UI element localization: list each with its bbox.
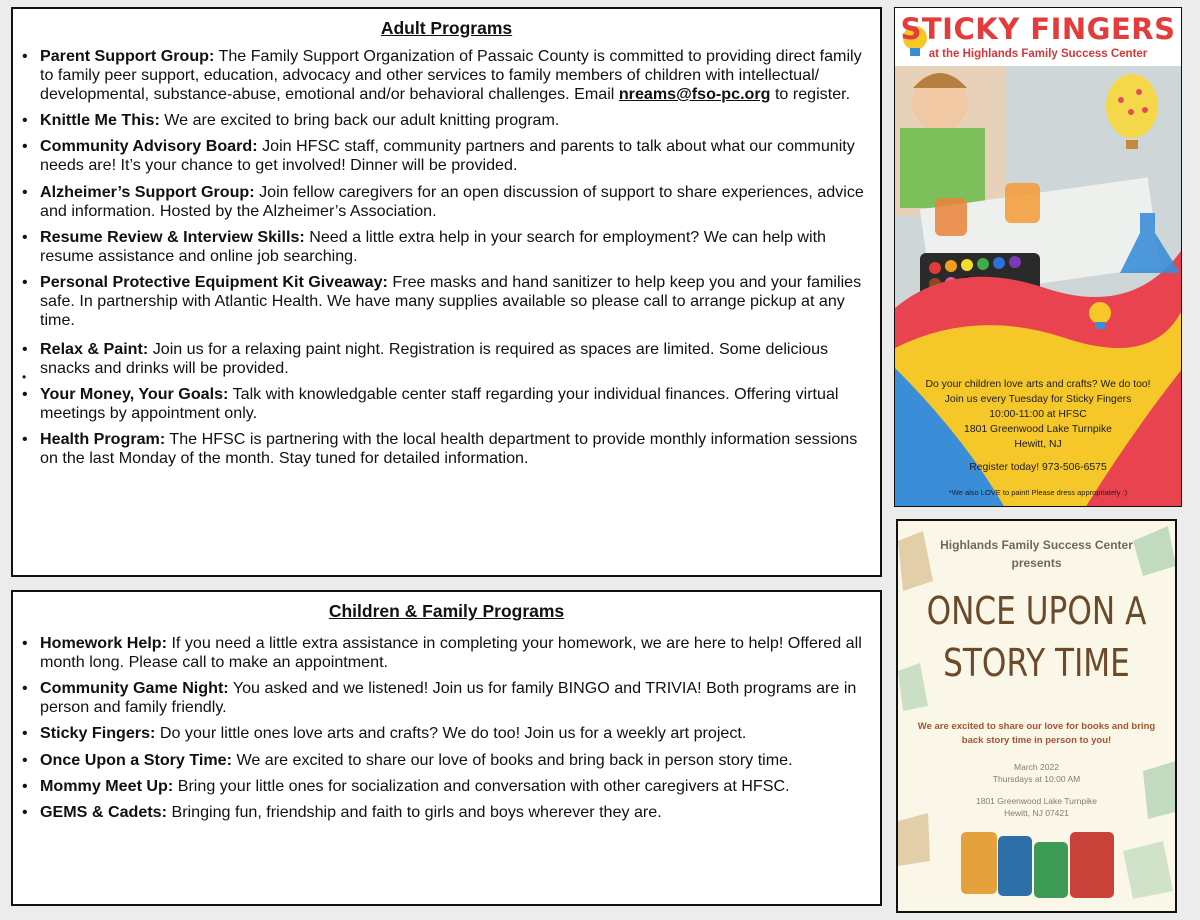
list-item xyxy=(40,430,870,468)
flyer-text: 10:00-11:00 at HFSC xyxy=(989,409,1087,420)
program-name: Community Game Night: xyxy=(40,679,229,698)
program-name: GEMS & Cadets: xyxy=(40,802,167,821)
list-item xyxy=(40,273,870,330)
program-name: Parent Support Group: xyxy=(40,47,215,65)
flyer-note: *We also LOVE to paint! Please dress appropriately :) xyxy=(948,488,1128,497)
program-description: Bringing fun, friendship and faith to girls and boys wherever they are. xyxy=(166,802,662,821)
flyer-description: back story time in person to you! xyxy=(961,735,1112,746)
flyer-address: 1801 Greenwood Lake Turnpike xyxy=(976,796,1097,806)
list-item xyxy=(40,47,870,104)
program-description: Bring your little ones for socialization and conversation with other caregivers at HFSC. xyxy=(173,776,790,795)
paint-cup xyxy=(935,198,967,236)
list-item xyxy=(40,634,870,672)
program-name: Alzheimer’s Support Group: xyxy=(40,182,255,201)
list-item xyxy=(40,777,870,796)
program-description: Join us for a relaxing paint night. Registration is required as spaces are limited. Some delicious snacks and drinks will be provided. xyxy=(40,339,829,377)
program-description: Do your little ones love arts and crafts? We do too! Join us for a weekly art project. xyxy=(155,724,747,743)
program-name: Homework Help: xyxy=(40,634,167,652)
paint-cup xyxy=(1005,183,1040,223)
program-name: Knittle Me This: xyxy=(40,111,160,130)
flyer-text: Hewitt, NJ xyxy=(1014,439,1062,450)
email-link[interactable]: nreams@fso-pc.org xyxy=(618,85,771,103)
list-item xyxy=(40,111,870,130)
flyer-time: Thursdays at 10:00 AM xyxy=(992,774,1081,784)
program-name: Community Advisory Board: xyxy=(40,137,258,156)
flyer-text: Join us every Tuesday for Sticky Fingers xyxy=(944,394,1132,405)
adult-programs-list xyxy=(13,47,880,468)
list-item xyxy=(40,228,870,266)
program-description-end: to register. xyxy=(770,85,851,103)
program-description: Need a little extra help in your search for employment? We can help with resume assistance and online job searching. xyxy=(40,227,826,265)
program-name: Once Upon a Story Time: xyxy=(40,750,232,769)
list-item xyxy=(40,751,870,770)
flyer-title-line1: ONCE UPON A xyxy=(926,589,1147,633)
adult-programs-panel xyxy=(11,7,882,577)
list-item xyxy=(40,183,870,221)
child-shirt xyxy=(900,128,985,208)
list-item xyxy=(40,385,870,423)
flyer-org: Highlands Family Success Center xyxy=(940,538,1133,552)
list-item xyxy=(40,679,870,717)
book-icon xyxy=(898,813,930,866)
stray-bullet: • xyxy=(22,370,27,384)
sticky-fingers-flyer xyxy=(894,7,1182,507)
balloon-icon xyxy=(1106,74,1158,138)
list-item xyxy=(40,724,870,743)
flyer-text: Do your children love arts and crafts? We do too! xyxy=(925,379,1151,390)
list-item xyxy=(40,340,870,378)
program-name: Mommy Meet Up: xyxy=(40,776,174,795)
program-name: Personal Protective Equipment Kit Giveaway: xyxy=(40,272,388,291)
program-description: The Family Support Organization of Passaic County is committed to providing direct family to family peer support, education, advocacy and other services to family members of children with intellectual/ developmental, substance-abuse, emotional and/or behavioral challenges. Email xyxy=(40,47,862,103)
book-icon xyxy=(1123,841,1173,899)
program-description: Talk with knowledgable center staff regarding your individual finances. Offering virtual meetings by appointment only. xyxy=(40,385,839,423)
program-description: Free masks and hand sanitizer to help keep you and your families safe. In partnership with Atlantic Health. We have many supplies available so please call to arrange pickup at any time. xyxy=(40,272,862,329)
program-name: Health Program: xyxy=(40,430,166,449)
flyer-presents: presents xyxy=(1011,556,1062,570)
children-programs-title: Children & Family Programs xyxy=(328,601,565,621)
children-programs-list xyxy=(13,634,880,822)
program-description: We are excited to share our love of books and bring back in person story time. xyxy=(231,750,793,769)
adult-programs-title: Adult Programs xyxy=(380,18,513,38)
children-programs-panel xyxy=(11,590,882,906)
flyer-title-line2: STORY TIME xyxy=(943,641,1130,685)
program-description: You asked and we listened! Join us for family BINGO and TRIVIA! Both programs are in person and family friendly. xyxy=(40,679,857,717)
program-description: If you need a little extra assistance in completing your homework, we are here to help! Offered all month long. Please call to make an appointment. xyxy=(40,634,862,671)
list-item xyxy=(40,803,870,822)
program-name: Your Money, Your Goals: xyxy=(40,385,229,404)
program-name: Sticky Fingers: xyxy=(40,724,156,743)
program-description: Join HFSC staff, community partners and parents to talk about what our community needs are! It’s your chance to get involved! Dinner will be provided. xyxy=(40,137,855,175)
flyer-title: STICKY FINGERS xyxy=(900,12,1176,46)
program-description: We are excited to bring back our adult knitting program. xyxy=(159,111,560,130)
program-description: Join fellow caregivers for an open discussion of support to share experiences, advice and information. Hosted by the Alzheimer’s Association. xyxy=(40,182,864,220)
program-description: The HFSC is partnering with the local health department to provide monthly information sessions on the last Monday of the month. Stay tuned for detailed information. xyxy=(40,430,858,468)
flyer-date: March 2022 xyxy=(1014,762,1059,772)
program-name: Relax & Paint: xyxy=(40,339,149,358)
flyer-subtitle: at the Highlands Family Success Center xyxy=(928,48,1148,60)
list-item xyxy=(40,137,870,175)
flyer-text: 1801 Greenwood Lake Turnpike xyxy=(964,424,1112,435)
program-name: Resume Review & Interview Skills: xyxy=(40,227,305,246)
story-time-flyer xyxy=(896,519,1177,913)
flyer-description: We are excited to share our love for books and bring xyxy=(917,721,1156,732)
flyer-register: Register today! 973-506-6575 xyxy=(969,462,1107,473)
flyer-address: Hewitt, NJ 07421 xyxy=(1004,808,1069,818)
small-bulb-icon xyxy=(1089,302,1111,324)
